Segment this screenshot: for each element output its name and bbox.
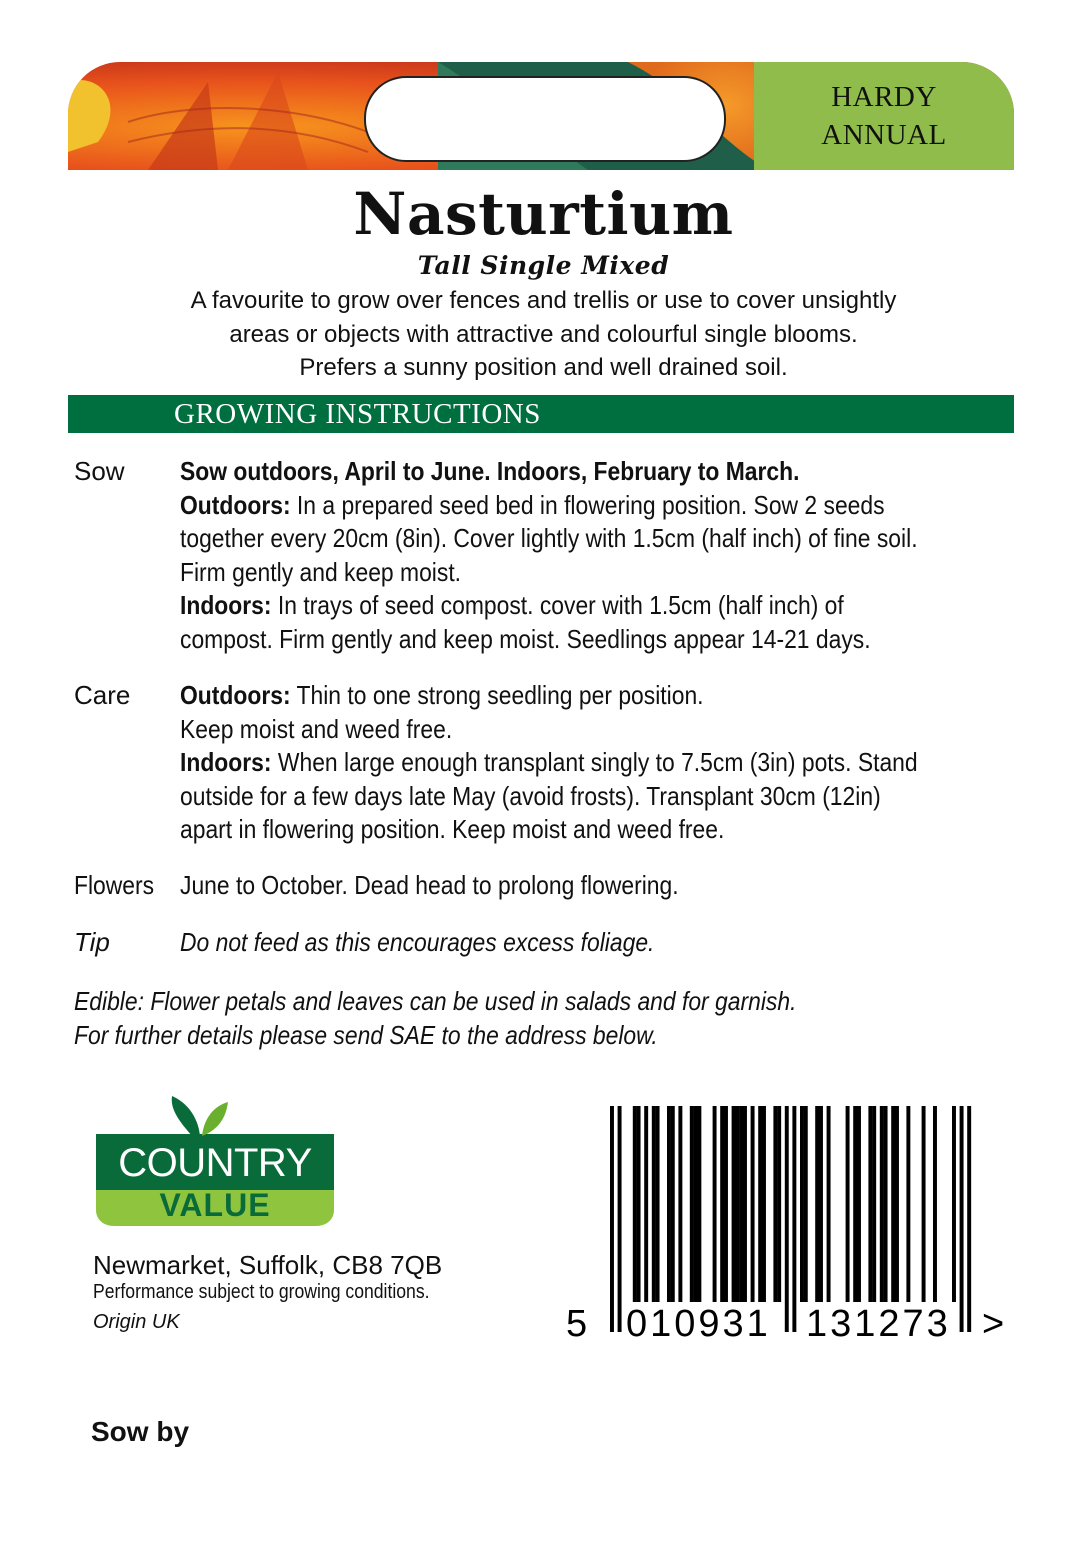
barcode-bar [732,1106,736,1302]
barcode-bar [667,1106,671,1302]
barcode-bar [827,1106,831,1302]
tip-label: Tip [74,927,110,957]
barcode-bar [872,1106,876,1302]
care-indoors-text: outside for a few days late May (avoid frosts). Transplant 30cm (12in) [180,780,881,811]
barcode-bar [610,1106,614,1332]
address: Newmarket, Suffolk, CB8 7QB [93,1250,443,1280]
barcode-bar [697,1106,701,1302]
barcode-bar [618,1106,622,1332]
logo-word-value: VALUE [159,1187,271,1223]
barcode-bar [713,1106,717,1302]
badge-line-2: ANNUAL [821,119,947,151]
barcode-bar [846,1106,850,1302]
care-indoors-label: Indoors: [180,747,272,777]
barcode-bar [637,1106,641,1302]
logo-word-country: COUNTRY [118,1141,312,1185]
barcode-bar [735,1106,739,1302]
barcode-bar [633,1106,637,1302]
sae-note: For further details please send SAE to the address below. [74,1020,658,1050]
barcode-bar [690,1106,694,1302]
barcode-right-group: 131273 [806,1303,951,1345]
sow-indoors-text: In trays of seed compost. cover with 1.5cm (half inch) of [271,590,844,620]
sow-by-label: Sow by [91,1416,190,1447]
edible-note: Edible: Flower petals and leaves can be used in salads and for garnish. [74,986,797,1016]
section-title: GROWING INSTRUCTIONS [174,398,541,430]
barcode-bar [792,1106,796,1332]
barcode-bar [967,1106,971,1332]
barcode-bar [739,1106,743,1302]
barcode [560,1106,1020,1346]
barcode-bar [922,1106,926,1302]
product-variety: Tall Single Mixed [417,251,670,280]
leaf-icon [202,1102,228,1136]
barcode-bar [884,1106,888,1302]
care-indoors-text: apart in flowering position. Keep moist and weed free. [180,814,725,844]
hardy-annual-badge [754,62,1014,170]
barcode-first-digit: 5 [566,1303,591,1345]
care-indoors-text: When large enough transplant singly to 7.5cm (3in) pots. Stand [271,747,918,777]
barcode-bar [857,1106,861,1302]
origin-note: Origin UK [93,1311,180,1333]
barcode-bar [891,1106,895,1302]
description-line: areas or objects with attractive and colourful single blooms. [229,320,858,348]
barcode-bar [694,1106,698,1302]
hang-hole [364,76,726,162]
barcode-bar [819,1106,823,1302]
sow-headline: Sow outdoors, April to June. Indoors, February to March. [180,456,800,486]
sow-label: Sow [74,456,125,486]
barcode-bar [933,1106,937,1302]
care-outdoors-text: Keep moist and weed free. [180,713,453,744]
sow-outdoors-label: Outdoors: [180,489,291,520]
barcode-bar [762,1106,766,1302]
leaf-icon [172,1096,200,1136]
sow-outdoors-text: Firm gently and keep moist. [180,556,462,587]
barcode-bar [773,1106,777,1302]
barcode-bar [671,1106,675,1302]
badge-line-1: HARDY [831,81,937,113]
barcode-bar [758,1106,762,1302]
barcode-bar [656,1106,660,1302]
growing-instructions-bar [68,395,1014,433]
barcode-bar [751,1106,755,1302]
barcode-bar [678,1106,682,1302]
barcode-bar [724,1106,728,1302]
footnotes [74,984,895,1052]
barcode-bar [960,1106,964,1332]
barcode-bar [652,1106,656,1302]
barcode-bar [804,1106,808,1302]
performance-note [93,1280,475,1304]
barcode-bar [895,1106,899,1302]
barcode-bar [644,1106,648,1302]
sow-indoors-text: compost. Firm gently and keep moist. Seedlings appear 14-21 days. [180,623,871,654]
barcode-bar [880,1106,884,1302]
barcode-bar [800,1106,804,1302]
country-value-logo [94,1092,336,1228]
barcode-bar [720,1106,724,1302]
barcode-bar [853,1106,857,1302]
description-line: A favourite to grow over fences and trellis or use to cover unsightly [190,287,897,314]
barcode-bar [906,1106,910,1302]
care-label: Care [74,680,131,710]
barcode-bar [743,1106,747,1302]
flowers-text: June to October. Dead head to prolong flowering. [180,870,679,900]
care-outdoors-label: Outdoors: [180,680,291,710]
product-title: Nasturtium [353,180,734,248]
barcode-bar [868,1106,872,1302]
barcode-bar [777,1106,781,1302]
barcode-bar [815,1106,819,1302]
barcode-left-group: 010931 [626,1303,771,1345]
sow-outdoors-text: In a prepared seed bed in flowering position. Sow 2 seeds [290,489,885,520]
description-line: Prefers a sunny position and well drained soil. [299,354,788,381]
barcode-quiet-mark: > [982,1303,1008,1345]
sow-indoors-label: Indoors: [180,590,272,620]
flowers-label: Flowers [74,870,155,900]
sow-outdoors-text: together every 20cm (8in). Cover lightly with 1.5cm (half inch) of fine soil. [180,523,918,553]
header-band [68,62,1014,170]
care-outdoors-text: Thin to one strong seedling per position. [290,680,704,710]
performance-text: Performance subject to growing conditions. [93,1281,430,1303]
barcode-bar [785,1106,789,1332]
product-description [0,284,1087,385]
barcode-bar [952,1106,956,1302]
tip-text: Do not feed as this encourages excess foliage. [180,927,655,957]
